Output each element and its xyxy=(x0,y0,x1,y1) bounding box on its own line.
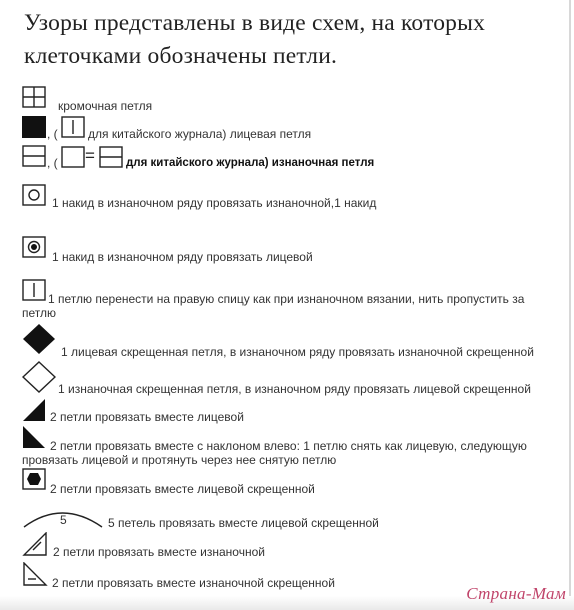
page-title: Узоры представлены в виде схем, на которых клеточками обозначены петли. xyxy=(24,10,486,69)
legend-purl-prefix: , ( xyxy=(47,156,58,170)
vertical-line-box-icon xyxy=(61,116,85,138)
legend-purl: для китайского журнала) изнаночная петля xyxy=(126,157,375,169)
legend-k5tog: 5 петель провязать вместе лицевой скрещенной xyxy=(108,516,379,530)
filled-square-icon xyxy=(22,116,46,138)
legend-knit: для китайского журнала) лицевая петля xyxy=(88,127,312,141)
vertical-line-box-icon xyxy=(22,279,46,301)
watermark-logo: Страна-Мам xyxy=(466,584,566,603)
legend-yo-knit: 1 накид в изнаночном ряду провязать лицевой xyxy=(52,250,313,264)
legend-k2tog: 2 петли провязать вместе лицевой xyxy=(50,410,244,424)
legend-twisted-knit: 1 лицевая скрещенная петля, в изнаночном ряду провязать изнаночной скрещенной xyxy=(61,345,534,359)
horizontal-line-box-icon xyxy=(22,145,46,167)
triangle-left-icon xyxy=(22,425,46,449)
outline-triangle-icon xyxy=(22,532,48,556)
legend-ssk-line2: провязать лицевой и протянуть через нее снятую петлю xyxy=(22,453,337,467)
legend-k5-number: 5 xyxy=(60,513,67,527)
legend-p2tog-tbl: 2 петли провязать вместе изнаночной скрещенной xyxy=(52,576,335,590)
triangle-right-icon xyxy=(22,398,46,422)
outline-triangle-left-icon xyxy=(22,562,48,588)
legend-yo-purl: 1 накид в изнаночном ряду провязать изнаночной,1 накид xyxy=(52,196,377,210)
plus-box-icon xyxy=(22,86,46,108)
legend-p2tog: 2 петли провязать вместе изнаночной xyxy=(53,545,265,559)
hexagon-box-icon xyxy=(22,468,46,490)
legend-purl-equals: = xyxy=(85,146,95,165)
outline-diamond-icon xyxy=(22,361,56,393)
filled-diamond-icon xyxy=(22,323,56,355)
horizontal-line-box-icon xyxy=(99,146,123,168)
legend-ssk-line1: 2 петли провязать вместе с наклоном влево: 1 петлю снять как лицевую, следующую xyxy=(50,439,527,453)
circle-box-icon xyxy=(22,184,46,206)
legend-knit-prefix: , ( xyxy=(47,127,58,141)
legend-k2tog-tbl: 2 петли провязать вместе лицевой скрещенной xyxy=(50,482,315,496)
dot-circle-box-icon xyxy=(22,236,46,258)
legend-edge: кромочная петля xyxy=(58,99,153,113)
legend-slip-line1: 1 петлю перенести на правую спицу как при изнаночном вязании, нить пропустить за xyxy=(48,292,525,306)
legend-slip-line2: петлю xyxy=(22,306,57,320)
legend-twisted-purl: 1 изнаночная скрещенная петля, в изнаночном ряду провязать лицевой скрещенной xyxy=(58,382,531,396)
empty-box-icon xyxy=(61,146,85,168)
